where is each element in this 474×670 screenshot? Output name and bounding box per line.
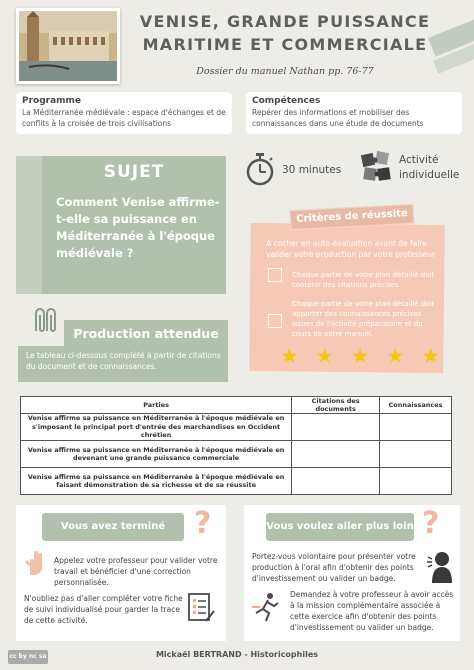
programme-title: Programme — [22, 96, 82, 106]
programme-card — [16, 92, 232, 134]
criteria-intro: A cocher en auto-évaluation avant de faire valider votre production par votre professeur : — [266, 239, 436, 270]
checklist-icon — [186, 591, 216, 625]
paperclip-icon — [30, 305, 60, 337]
go-further-title: Vous voulez aller plus loin — [266, 513, 414, 541]
competences-text: Repérer des informations et mobiliser des connaissances dans une étude de documents — [252, 108, 424, 128]
license-badge: cc by nc sa — [8, 650, 48, 664]
table-cell-connaissances[interactable] — [380, 468, 452, 495]
page-title — [130, 10, 440, 56]
venice-photo — [16, 8, 120, 84]
criteria-item-1: Chaque partie de votre plan détaillé doit contenir des citations précises — [292, 271, 435, 289]
activity-line-2: individuelle — [399, 169, 460, 181]
question-mark-icon: ? — [194, 506, 212, 541]
production-description: Le tableau ci-dessous complété à partir de citations du document et de connaissances. — [26, 351, 221, 371]
footer-author: Mickaël BERTRAND - Historicophiles — [155, 650, 319, 659]
go-further-text-2: Demandez à votre professeur à avoir accès à la mission complémentaire associée à cette exercice afin d'obtenir des points d'investissement ou valider un badge. — [290, 590, 454, 632]
duration-text: 30 minutes — [282, 164, 342, 176]
sujet-question: Comment Venise affirme-t-elle sa puissance en Méditerranée à l'époque médiévale ? — [56, 195, 220, 260]
puzzle-icon — [360, 150, 392, 184]
finished-card — [16, 505, 226, 641]
star-icon: ★ — [350, 344, 370, 368]
finished-text-1: Appelez votre professeur pour valider votre travail et bénéficier d'une correction personnalisée. — [54, 556, 218, 587]
runner-icon — [250, 591, 282, 623]
table-cell-connaissances[interactable] — [380, 414, 452, 441]
table-row — [21, 441, 452, 468]
go-further-card — [244, 505, 460, 641]
table-header: Citations des documents — [292, 397, 380, 414]
subtitle: Dossier du manuel Nathan pp. 76-77 — [196, 66, 374, 77]
table-cell-partie: Venise affirme sa puissance en Méditerranée à l'époque médiévale en s'imposant le principal port d'entrée des marchandises en Occident chrétien — [21, 414, 292, 441]
stopwatch-icon — [245, 152, 275, 186]
table-header: Connaissances — [380, 397, 452, 414]
table-cell-citations[interactable] — [292, 468, 380, 495]
star-icon: ★ — [280, 344, 299, 368]
title-line-1: VENISE, GRANDE PUISSANCE — [139, 12, 431, 31]
table-cell-connaissances[interactable] — [380, 441, 452, 468]
title-line-2: MARITIME ET COMMERCIALE — [142, 35, 428, 54]
go-further-text-1: Portez-vous volontaire pour présenter votre production à l'oral afin d'obtenir des points d'investissement ou valider un badge. — [252, 552, 416, 583]
star-icon: ★ — [421, 344, 440, 368]
table-row — [21, 414, 452, 441]
table-cell-citations[interactable] — [292, 414, 380, 441]
production-title: Production attendue — [73, 326, 219, 341]
criteria-checkbox-1[interactable] — [268, 268, 282, 282]
table-row — [21, 468, 452, 495]
star-icon: ★ — [385, 344, 405, 368]
competences-title: Compétences — [252, 96, 321, 106]
criteria-title: Critères de réussite — [290, 204, 415, 230]
raised-hand-icon — [24, 549, 48, 577]
star-icon: ★ — [315, 344, 335, 368]
sujet-box — [42, 156, 226, 294]
rating-stars — [280, 346, 440, 367]
activity-line-1: Activité — [399, 154, 439, 166]
table-cell-partie: Venise affirme sa puissance en Méditerranée à l'époque médiévale en devenant une grande puissance commerciale — [21, 441, 292, 468]
table-header-row — [21, 397, 452, 414]
competences-card — [246, 92, 462, 134]
activity-text — [399, 153, 459, 183]
table-cell-citations[interactable] — [292, 441, 380, 468]
criteria-checkbox-2[interactable] — [268, 314, 282, 328]
criteria-item-2: Chaque partie de votre plan détaillé doit apporter des connaissances précises issues de l'activité préparatoire et du cours de votre manuel. — [292, 300, 435, 338]
programme-text: La Méditerranée médiévale : espace d'échanges et de conflits à la croisée de trois civilisations — [22, 108, 226, 128]
table-header: Parties — [21, 397, 292, 414]
finished-title: Vous avez terminé — [42, 513, 184, 541]
speaker-icon — [424, 549, 454, 583]
table-cell-partie: Venise affirme sa puissance en Méditerranée à l'époque médiévale en faisant démonstration de sa richesse et de sa réussite — [21, 468, 292, 495]
sujet-label: SUJET — [103, 162, 165, 182]
finished-text-2: N'oubliez pas d'aller compléter votre fiche de suivi individualisé pour garder la trace de cette activité. — [24, 594, 183, 625]
question-mark-icon: ? — [422, 506, 440, 541]
answer-table — [20, 396, 452, 495]
